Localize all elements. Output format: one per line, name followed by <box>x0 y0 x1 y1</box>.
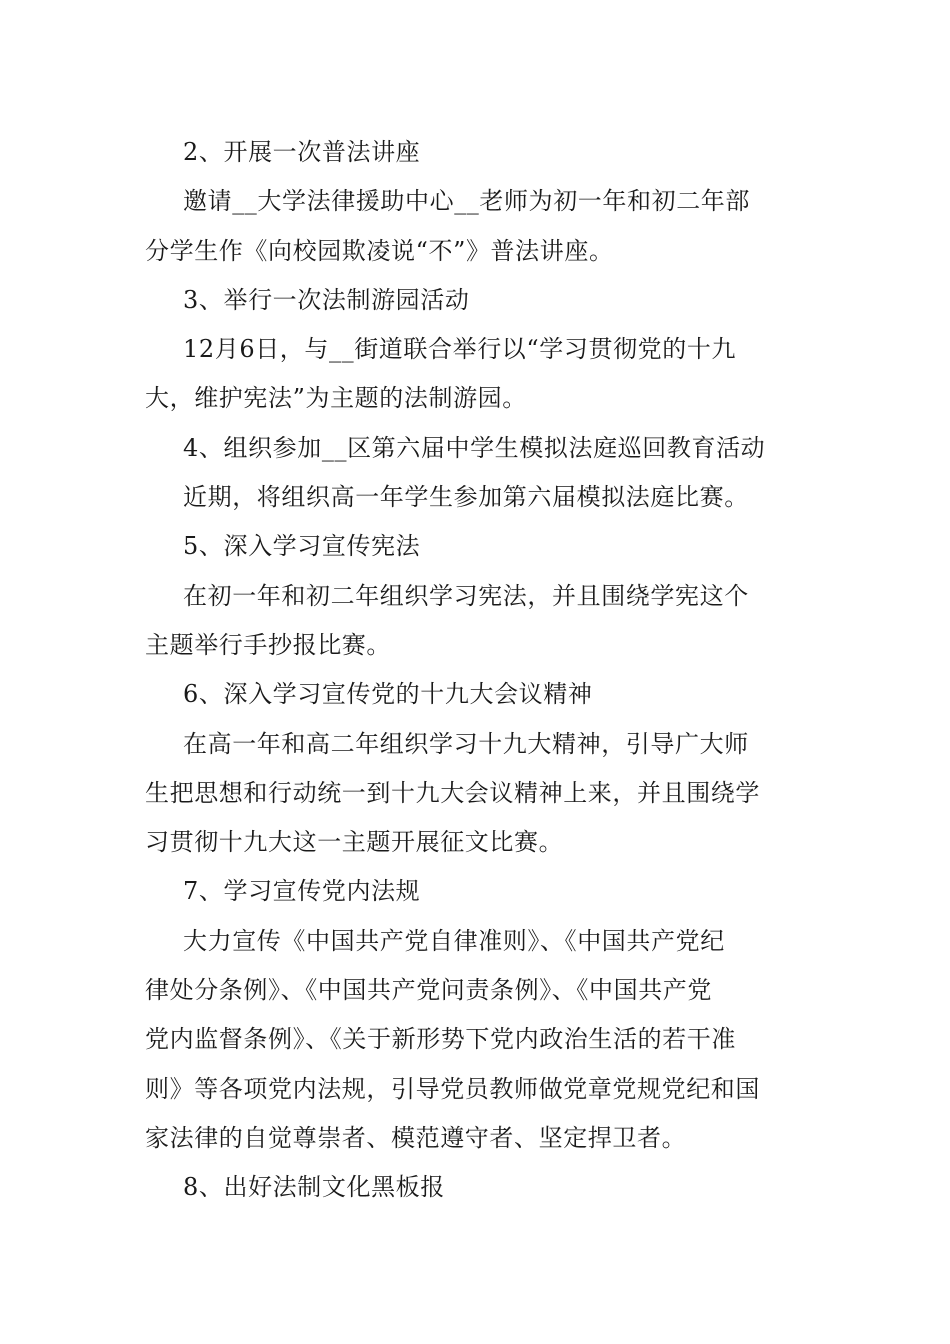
section-heading: 2、开展一次普法讲座 <box>183 138 421 166</box>
paragraph-line: 近期，将组织高一年学生参加第六届模拟法庭比赛。 <box>183 483 749 512</box>
paragraph-line: 邀请__大学法律援助中心__老师为初一年和初二年部 <box>183 187 750 216</box>
section-heading: 7、学习宣传党内法规 <box>183 877 421 906</box>
section-heading: 4、组织参加__区第六届中学生模拟法庭巡回教育活动 <box>183 433 766 462</box>
paragraph-line: 家法律的自觉尊崇者、模范遵守者、坚定捍卫者。 <box>145 1123 687 1152</box>
document-body <box>145 128 785 1213</box>
paragraph-line: 分学生作《向校园欺凌说“不”》普法讲座。 <box>145 236 614 265</box>
paragraph-line: 党内监督条例》、《关于新形势下党内政治生活的若干准 <box>145 1025 736 1054</box>
paragraph-line: 在初一年和初二年组织学习宪法，并且围绕学宪这个 <box>183 581 749 610</box>
paragraph-line: 习贯彻十九大这一主题开展征文比赛。 <box>145 828 564 857</box>
paragraph-line: 大力宣传《中国共产党自律准则》、《中国共产党纪 <box>183 926 725 955</box>
paragraph-line: 12月6日，与__街道联合举行以“学习贯彻党的十九 <box>183 335 737 364</box>
paragraph-line: 则》等各项党内法规，引导党员教师做党章党规党纪和国 <box>145 1074 760 1103</box>
section-heading: 8、出好法制文化黑板报 <box>183 1173 445 1202</box>
paragraph-line: 在高一年和高二年组织学习十九大精神，引导广大师 <box>183 729 749 758</box>
section-heading: 6、深入学习宣传党的十九大会议精神 <box>183 680 593 709</box>
paragraph-line: 大，维护宪法”为主题的法制游园。 <box>145 384 527 413</box>
section-heading: 3、举行一次法制游园活动 <box>183 285 470 314</box>
paragraph-line: 律处分条例》、《中国共产党问责条例》、《中国共产党 <box>145 976 712 1005</box>
paragraph-line: 生把思想和行动统一到十九大会议精神上来，并且围绕学 <box>145 778 760 807</box>
paragraph-line: 主题举行手抄报比赛。 <box>145 630 391 659</box>
section-heading: 5、深入学习宣传宪法 <box>183 532 421 561</box>
